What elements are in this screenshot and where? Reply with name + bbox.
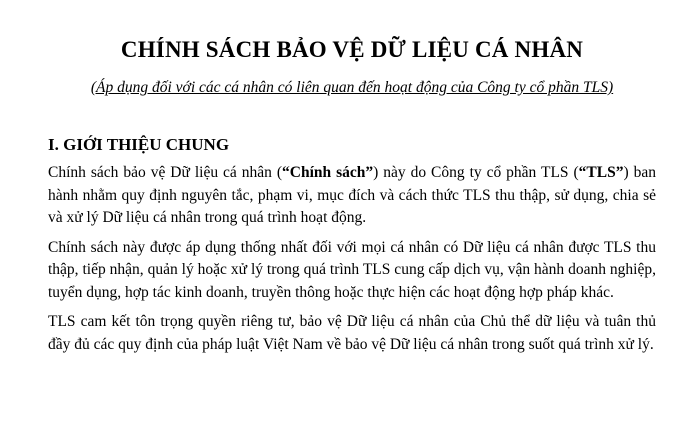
section-heading: I. GIỚI THIỆU CHUNG bbox=[48, 135, 230, 154]
paragraph-text: ) ban hành nhằm quy định nguyên tắc, phạm vi, mục đích và cách thức TLS thu thập, sử dụng, chia sẻ và xử lý Dữ liệu cá nhân trong quá trình hoạt động. bbox=[48, 164, 656, 226]
document-subtitle: (Áp dụng đối với các cá nhân có liên quan đến hoạt động của Công ty cổ phần TLS) bbox=[90, 79, 614, 96]
bold-term-policy: “Chính sách” bbox=[282, 164, 374, 181]
paragraph-commitment: TLS cam kết tôn trọng quyền riêng tư, bảo vệ Dữ liệu cá nhân của Chủ thể dữ liệu và tuân thủ đầy đủ các quy định của pháp luật Việt Nam về bảo vệ Dữ liệu cá nhân trong suốt quá trình xử lý. bbox=[48, 313, 656, 353]
paragraph-intro bbox=[48, 162, 656, 230]
paragraph-text: Chính sách bảo vệ Dữ liệu cá nhân ( bbox=[48, 164, 282, 181]
paragraph-scope: Chính sách này được áp dụng thống nhất đối với mọi cá nhân có Dữ liệu cá nhân được TLS thu thập, tiếp nhận, quản lý hoặc xử lý trong quá trình TLS cung cấp dịch vụ, vận hành doanh nghiệp, tuyển dụng, hợp tác kinh doanh, truyền thông hoặc thực hiện các hoạt động hợp pháp khác. bbox=[48, 238, 656, 301]
document-title: CHÍNH SÁCH BẢO VỆ DỮ LIỆU CÁ NHÂN bbox=[120, 37, 584, 62]
bold-term-tls: “TLS” bbox=[578, 164, 624, 181]
paragraph-text: ) này do Công ty cổ phần TLS ( bbox=[373, 164, 579, 181]
